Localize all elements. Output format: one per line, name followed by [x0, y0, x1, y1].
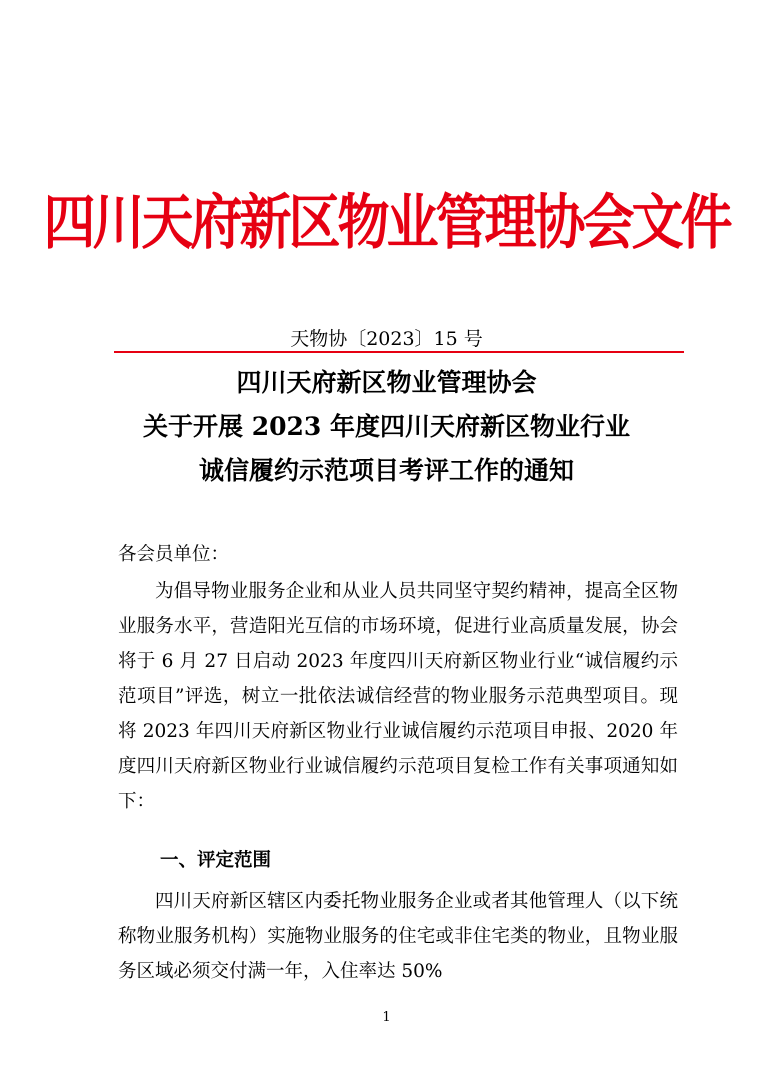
red-divider-line [114, 351, 684, 353]
section-heading-scope: 一、评定范围 [160, 850, 272, 871]
document-header-title: 四川天府新区物业管理协会文件 [43, 187, 730, 258]
notice-title-line-1: 四川天府新区物业管理协会 [236, 368, 537, 397]
body-paragraph-1: 为倡导物业服务企业和从业人员共同坚守契约精神，提高全区物业服务水平，营造阳光互信的市场环境，促进行业高质量发展，协会将于 6 月 27 日启动 2023 年度四川天府新区物业行业“诚信履约示范项目”评选，树立一批依法诚信经营的物业服务示范典型项目。现将 2023 年四川天府新区物业行业诚信履约示范项目申报、2020 年度四川天府新区物业行业诚信履约示范项目复检工作有关事项通知如下： [118, 581, 678, 812]
document-number: 天物协〔2023〕15 号 [290, 328, 483, 350]
notice-title-line-3: 诚信履约示范项目考评工作的通知 [198, 456, 574, 485]
notice-title-line-2: 关于开展 2023 年度四川天府新区物业行业 [143, 412, 630, 441]
page-number: 1 [382, 1010, 391, 1025]
body-paragraph-2: 四川天府新区辖区内委托物业服务企业或者其他管理人（以下统称物业服务机构）实施物业服务的住宅或非住宅类的物业，且物业服务区域必须交付满一年，入住率达 50% [118, 891, 678, 982]
salutation: 各会员单位： [118, 544, 230, 565]
notice-title [0, 361, 773, 493]
